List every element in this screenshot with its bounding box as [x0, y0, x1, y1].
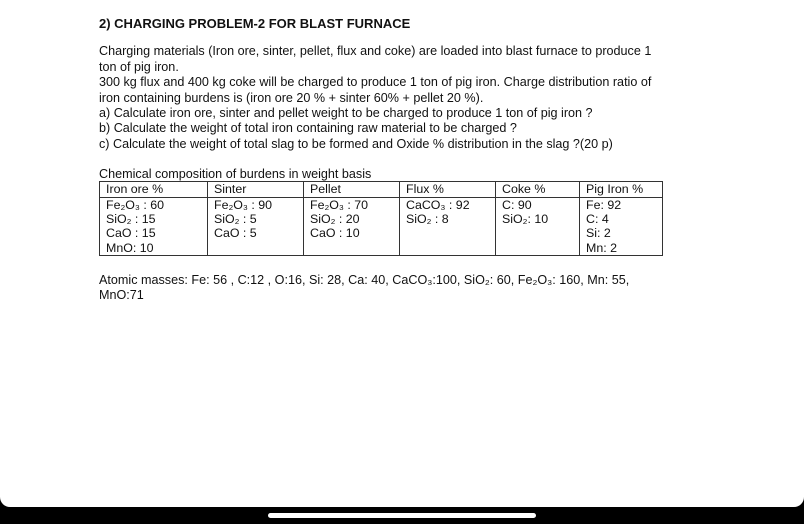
- header-pig-iron: Pig Iron %: [580, 182, 663, 197]
- document-content: [99, 16, 699, 303]
- table-header-row: [100, 182, 663, 197]
- cell-value: CaO : 10: [310, 226, 360, 241]
- statement-line: iron containing burdens is (iron ore 20 % + sinter 60% + pellet 20 %).: [99, 90, 484, 105]
- cell-pig-iron: [580, 197, 663, 256]
- composition-table: [99, 181, 663, 256]
- cell-value: Fe₂O₃ : 60: [106, 197, 165, 212]
- header-sinter: Sinter: [208, 182, 304, 197]
- problem-statement: [99, 44, 699, 152]
- cell-value: CaO : 5: [214, 226, 257, 241]
- table-caption: Chemical composition of burdens in weight basis: [99, 167, 372, 182]
- cell-value: Si: 2: [586, 226, 611, 241]
- cell-value: CaO : 15: [106, 226, 156, 241]
- atomic-masses-line: Atomic masses: Fe: 56 , C:12 , O:16, Si: 28, Ca: 40, CaCO₃:100, SiO₂: 60, Fe₂O₃: 160, Mn: 55,: [99, 273, 630, 288]
- statement-line: ton of pig iron.: [99, 59, 179, 74]
- statement-line: Charging materials (Iron ore, sinter, pellet, flux and coke) are loaded into blast furnace to produce 1: [99, 44, 652, 59]
- cell-value: C: 90: [502, 197, 532, 212]
- atomic-masses: [99, 273, 699, 303]
- problem-title: 2) CHARGING PROBLEM-2 FOR BLAST FURNACE: [99, 16, 411, 31]
- cell-iron-ore: [100, 197, 208, 256]
- cell-value: MnO: 10: [106, 240, 154, 255]
- cell-value: SiO₂ : 5: [214, 212, 257, 227]
- question-c: c) Calculate the weight of total slag to be formed and Oxide % distribution in the slag ?(20 p): [99, 136, 613, 151]
- header-coke: Coke %: [496, 182, 580, 197]
- cell-sinter: [208, 197, 304, 256]
- cell-value: CaCO₃ : 92: [406, 197, 470, 212]
- header-pellet: Pellet: [304, 182, 400, 197]
- cell-value: SiO₂ : 15: [106, 212, 156, 227]
- cell-value: SiO₂: 10: [502, 212, 549, 227]
- home-indicator[interactable]: [268, 513, 536, 518]
- cell-value: Fe: 92: [586, 197, 622, 212]
- cell-value: C: 4: [586, 212, 609, 227]
- cell-coke: [496, 197, 580, 256]
- cell-value: Fe₂O₃ : 70: [310, 197, 369, 212]
- statement-line: 300 kg flux and 400 kg coke will be charged to produce 1 ton of pig iron. Charge distribution ratio of: [99, 75, 652, 90]
- cell-value: SiO₂ : 8: [406, 212, 449, 227]
- cell-value: SiO₂ : 20: [310, 212, 360, 227]
- table-body-row: [100, 197, 663, 256]
- cell-value: Fe₂O₃ : 90: [214, 197, 273, 212]
- header-iron-ore: Iron ore %: [100, 182, 208, 197]
- atomic-masses-line: MnO:71: [99, 288, 144, 303]
- cell-value: Mn: 2: [586, 240, 617, 255]
- header-flux: Flux %: [400, 182, 496, 197]
- question-b: b) Calculate the weight of total iron containing raw material to be charged ?: [99, 121, 517, 136]
- question-a: a) Calculate iron ore, sinter and pellet weight to be charged to produce 1 ton of pig iron ?: [99, 106, 593, 121]
- cell-pellet: [304, 197, 400, 256]
- cell-flux: [400, 197, 496, 256]
